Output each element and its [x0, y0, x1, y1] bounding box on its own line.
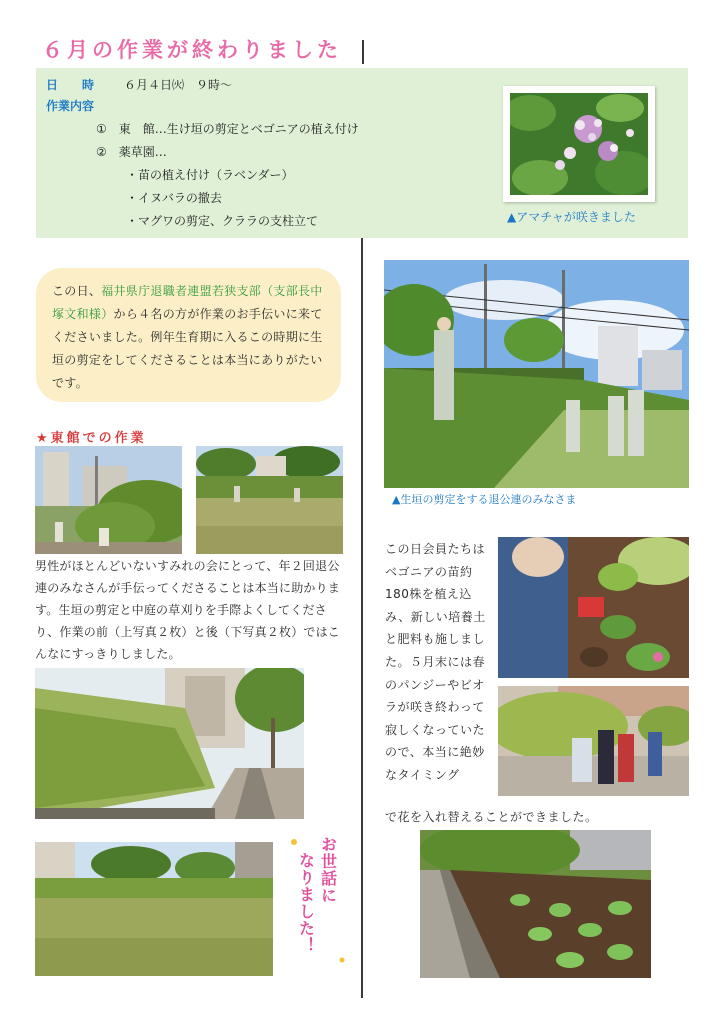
work-item-east-building: ① 東 館…生け垣の剪定とベゴニアの植え付け: [96, 122, 359, 136]
note-organization: 福井県庁退職者連盟若狭支部（支部長中塚文和様）: [52, 284, 323, 321]
hedge-after-photo: [35, 668, 304, 819]
begonia-paragraph: この日会員たちはベゴニアの苗約180株を植え込み、新しい培養土と肥料も施しました。５月末には春のパンジーやビオラが咲き終わって寂しくなっていたので、本当に絶妙なタイミング: [385, 542, 486, 782]
svg-text:なりました！: なりました！: [296, 852, 316, 954]
note-intro: この日、: [52, 284, 102, 298]
hydrangea-photo: [510, 93, 648, 195]
work-subitem-dogrose: ・イヌバラの撤去: [126, 191, 222, 205]
planting-group-photo: [498, 686, 689, 796]
east-building-heading: ★東館での作業: [36, 431, 147, 446]
hydrangea-caption: ▲アマチャが咲きました: [507, 210, 636, 224]
column-divider: [361, 238, 363, 998]
hedge-before-photo: [35, 446, 182, 554]
column-divider-top: [362, 40, 364, 64]
date-value: ６月４日㈫ ９時～: [124, 78, 233, 92]
work-subitem-mulberry: ・マグワの剪定、クララの支柱立て: [126, 214, 319, 228]
svg-text:お世話に: お世話に: [318, 836, 338, 904]
date-label: 日 時: [46, 78, 95, 92]
thanks-lettering: [288, 832, 348, 964]
planting-closeup-photo: [498, 537, 689, 678]
work-item-herb-garden: ② 薬草園…: [96, 145, 167, 159]
planted-begonias-photo: [420, 830, 651, 978]
work-subitem-lavender: ・苗の植え付け（ラベンダー）: [126, 168, 294, 182]
note-body: から４名の方が作業のお手伝いに来てくださいました。例年生育期に入るこの時期に生垣の剪定をしてくださることは本当にありがたいです。: [52, 307, 323, 390]
begonia-paragraph-tail: で花を入れ替えることができました。: [385, 810, 598, 824]
east-building-paragraph: 男性がほとんどいないすみれの会にとって、年２回退公連のみなさんが手伝ってくださることは本当に助かります。生垣の剪定と中庭の草刈りを手際よくしてくださり、作業の前（上写真２枚）と後（下写真２枚）ではこんなにすっきりしました。: [35, 559, 341, 661]
work-label: 作業内容: [46, 99, 95, 113]
hedge-pruning-photo: [384, 260, 689, 488]
courtyard-before-photo: [196, 446, 343, 554]
note-text: [52, 280, 330, 395]
hedge-pruning-caption: ▲生垣の剪定をする退公連のみなさま: [392, 493, 577, 506]
page-title: ６月の作業が終わりました: [42, 38, 342, 62]
courtyard-after-photo: [35, 842, 273, 976]
